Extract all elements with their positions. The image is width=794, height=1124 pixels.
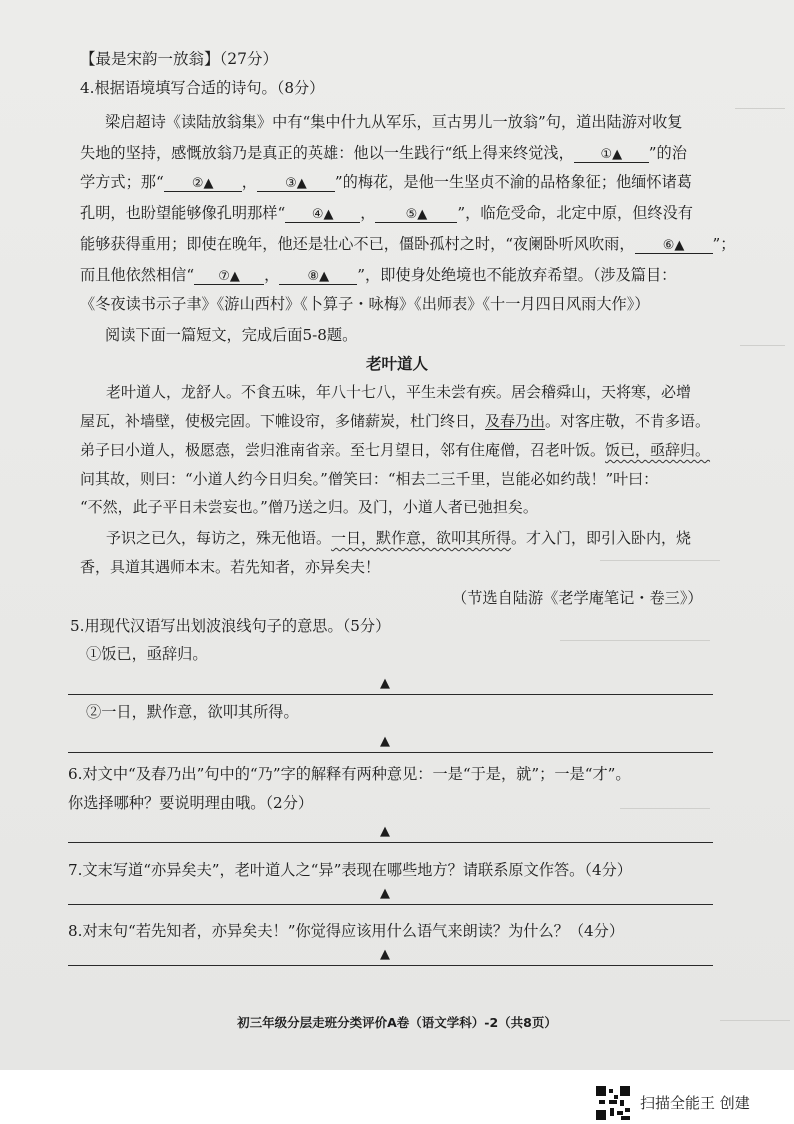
q4-text: ， — [264, 266, 280, 284]
passage-line — [80, 440, 710, 460]
passage-text: 。对客庄敬，不肯多语。 — [545, 412, 711, 430]
q7-stem: 7.文末写道“亦异矣夫”，老叶道人之“异”表现在哪些地方？请联系原文作答。（4分） — [68, 861, 632, 879]
q4-paragraph-line — [80, 265, 676, 285]
q6-stem: 6.对文中“及春乃出”句中的“乃”字的解释有两种意见：一是“于是，就”；一是“才”。 — [68, 765, 631, 783]
answer-marker: ▲ — [380, 886, 390, 901]
wavy-underlined-sentence: 饭已，亟辞归。 — [605, 441, 711, 459]
q4-stem: 4.根据语境填写合适的诗句。（8分） — [80, 79, 325, 97]
q4-text: ”的治 — [648, 144, 687, 162]
blank-6[interactable]: ⑥▲ — [635, 236, 713, 254]
bleed-through-mark — [600, 560, 720, 561]
q4-text: ”，即使身处绝境也不能放弃希望。（涉及篇目： — [357, 266, 677, 284]
bleed-through-mark — [620, 808, 710, 809]
q6-stem-2: 你选择哪种？要说明理由哦。（2分） — [68, 794, 314, 812]
q4-paragraph-line: 梁启超诗《读陆放翁集》中有“集中什九从军乐，亘古男儿一放翁”句，道出陆游对收复 — [105, 113, 683, 131]
answer-line-q5-2[interactable] — [68, 752, 713, 753]
underlined-phrase: 及春乃出 — [485, 412, 546, 430]
scanner-label: 扫描全能王 创建 — [640, 1094, 750, 1112]
blank-1[interactable]: ①▲ — [574, 145, 649, 163]
bleed-through-mark — [740, 345, 785, 346]
q5-sentence-2: ②一日，默作意，欲叩其所得。 — [86, 703, 299, 721]
section-title: 【最是宋韵一放翁】（27分） — [80, 50, 278, 68]
q4-paragraph-line — [80, 234, 735, 254]
blank-8[interactable]: ⑧▲ — [279, 267, 357, 285]
q4-paragraph-line — [80, 203, 693, 223]
blank-2[interactable]: ②▲ — [164, 174, 242, 192]
bleed-through-mark — [735, 108, 785, 109]
wavy-underlined-sentence: 一日，默作意，欲叩其所得 — [331, 529, 512, 547]
q5-stem: 5.用现代汉语写出划波浪线句子的意思。（5分） — [70, 617, 391, 635]
answer-line-q7[interactable] — [68, 904, 713, 905]
passage-text: 。才入门，即引入卧内，烧 — [511, 529, 692, 547]
passage-source: （节选自陆游《老学庵笔记・卷三》） — [452, 589, 703, 607]
answer-marker: ▲ — [380, 734, 390, 749]
q4-sources-line: 《冬夜读书示子聿》《游山西村》《卜算子・咏梅》《出师表》《十一月四日风雨大作》） — [80, 295, 650, 313]
blank-7[interactable]: ⑦▲ — [194, 267, 264, 285]
q8-stem: 8.对末句“若先知者，亦异矣夫！”你觉得应该用什么语气来朗读？为什么？（4分） — [68, 922, 625, 940]
passage-line: 问其故，则曰：“小道人约今日归矣。”僧笑曰：“相去二三千里，岂能必如约哉！”叶曰： — [80, 470, 659, 488]
q4-paragraph-line — [80, 143, 687, 163]
blank-5[interactable]: ⑤▲ — [375, 205, 457, 223]
answer-marker: ▲ — [380, 947, 390, 962]
passage-line — [80, 411, 710, 431]
bleed-through-mark — [560, 640, 710, 641]
q4-text: 孔明，也盼望能够像孔明那样“ — [80, 204, 286, 222]
q4-paragraph-line — [80, 172, 692, 192]
answer-marker: ▲ — [380, 676, 390, 691]
passage-line — [106, 528, 691, 548]
q4-text: ， — [360, 204, 376, 222]
q4-text: ”的梅花，是他一生坚贞不渝的品格象征；他缅怀诸葛 — [334, 173, 692, 191]
answer-line-q5-1[interactable] — [68, 694, 713, 695]
passage-line: “不然，此子平日未尝妄也。”僧乃送之归。及门，小道人者已弛担矣。 — [80, 498, 538, 516]
q4-text: 而且他依然相信“ — [80, 266, 195, 284]
qr-code-icon — [596, 1086, 630, 1120]
blank-3[interactable]: ③▲ — [257, 174, 335, 192]
passage-text: 弟子曰小道人，极愿悫，尝归淮南省亲。至七月望日，邻有住庵僧，召老叶饭。 — [80, 441, 606, 459]
q4-text: ”，临危受命，北定中原，但终没有 — [457, 204, 693, 222]
passage-text: 予识之已久，每访之，殊无他语。 — [106, 529, 332, 547]
passage-text: 屋瓦，补墙壁，使极完固。下帷设帘，多储薪炭，杜门终日， — [80, 412, 486, 430]
q4-text: ”； — [712, 235, 736, 253]
page-footer: 初三年级分层走班分类评价A卷（语文学科）-2（共8页） — [237, 1015, 557, 1030]
q4-text: 失地的坚持，感慨放翁乃是真正的英雄：他以一生践行“纸上得来终觉浅， — [80, 144, 574, 162]
passage-line: 老叶道人，龙舒人。不食五味，年八十七八，平生未尝有疾。居会稽舜山，天将寒，必增 — [106, 383, 692, 401]
q4-text: 能够获得重用；即使在晚年，他还是壮心不已，僵卧孤村之时，“夜阑卧听风吹雨， — [80, 235, 635, 253]
answer-line-q6[interactable] — [68, 842, 713, 843]
q5-sentence-1: ①饭已，亟辞归。 — [86, 645, 208, 663]
q4-text: 学方式；那“ — [80, 173, 164, 191]
q4-text: ， — [241, 173, 257, 191]
answer-line-q8[interactable] — [68, 965, 713, 966]
blank-4[interactable]: ④▲ — [285, 205, 360, 223]
passage-line: 香，具道其遇师本末。若先知者，亦异矣夫！ — [80, 558, 381, 576]
reading-intro: 阅读下面一篇短文，完成后面5-8题。 — [105, 326, 358, 344]
passage-title: 老叶道人 — [365, 354, 428, 373]
answer-marker: ▲ — [380, 824, 390, 839]
